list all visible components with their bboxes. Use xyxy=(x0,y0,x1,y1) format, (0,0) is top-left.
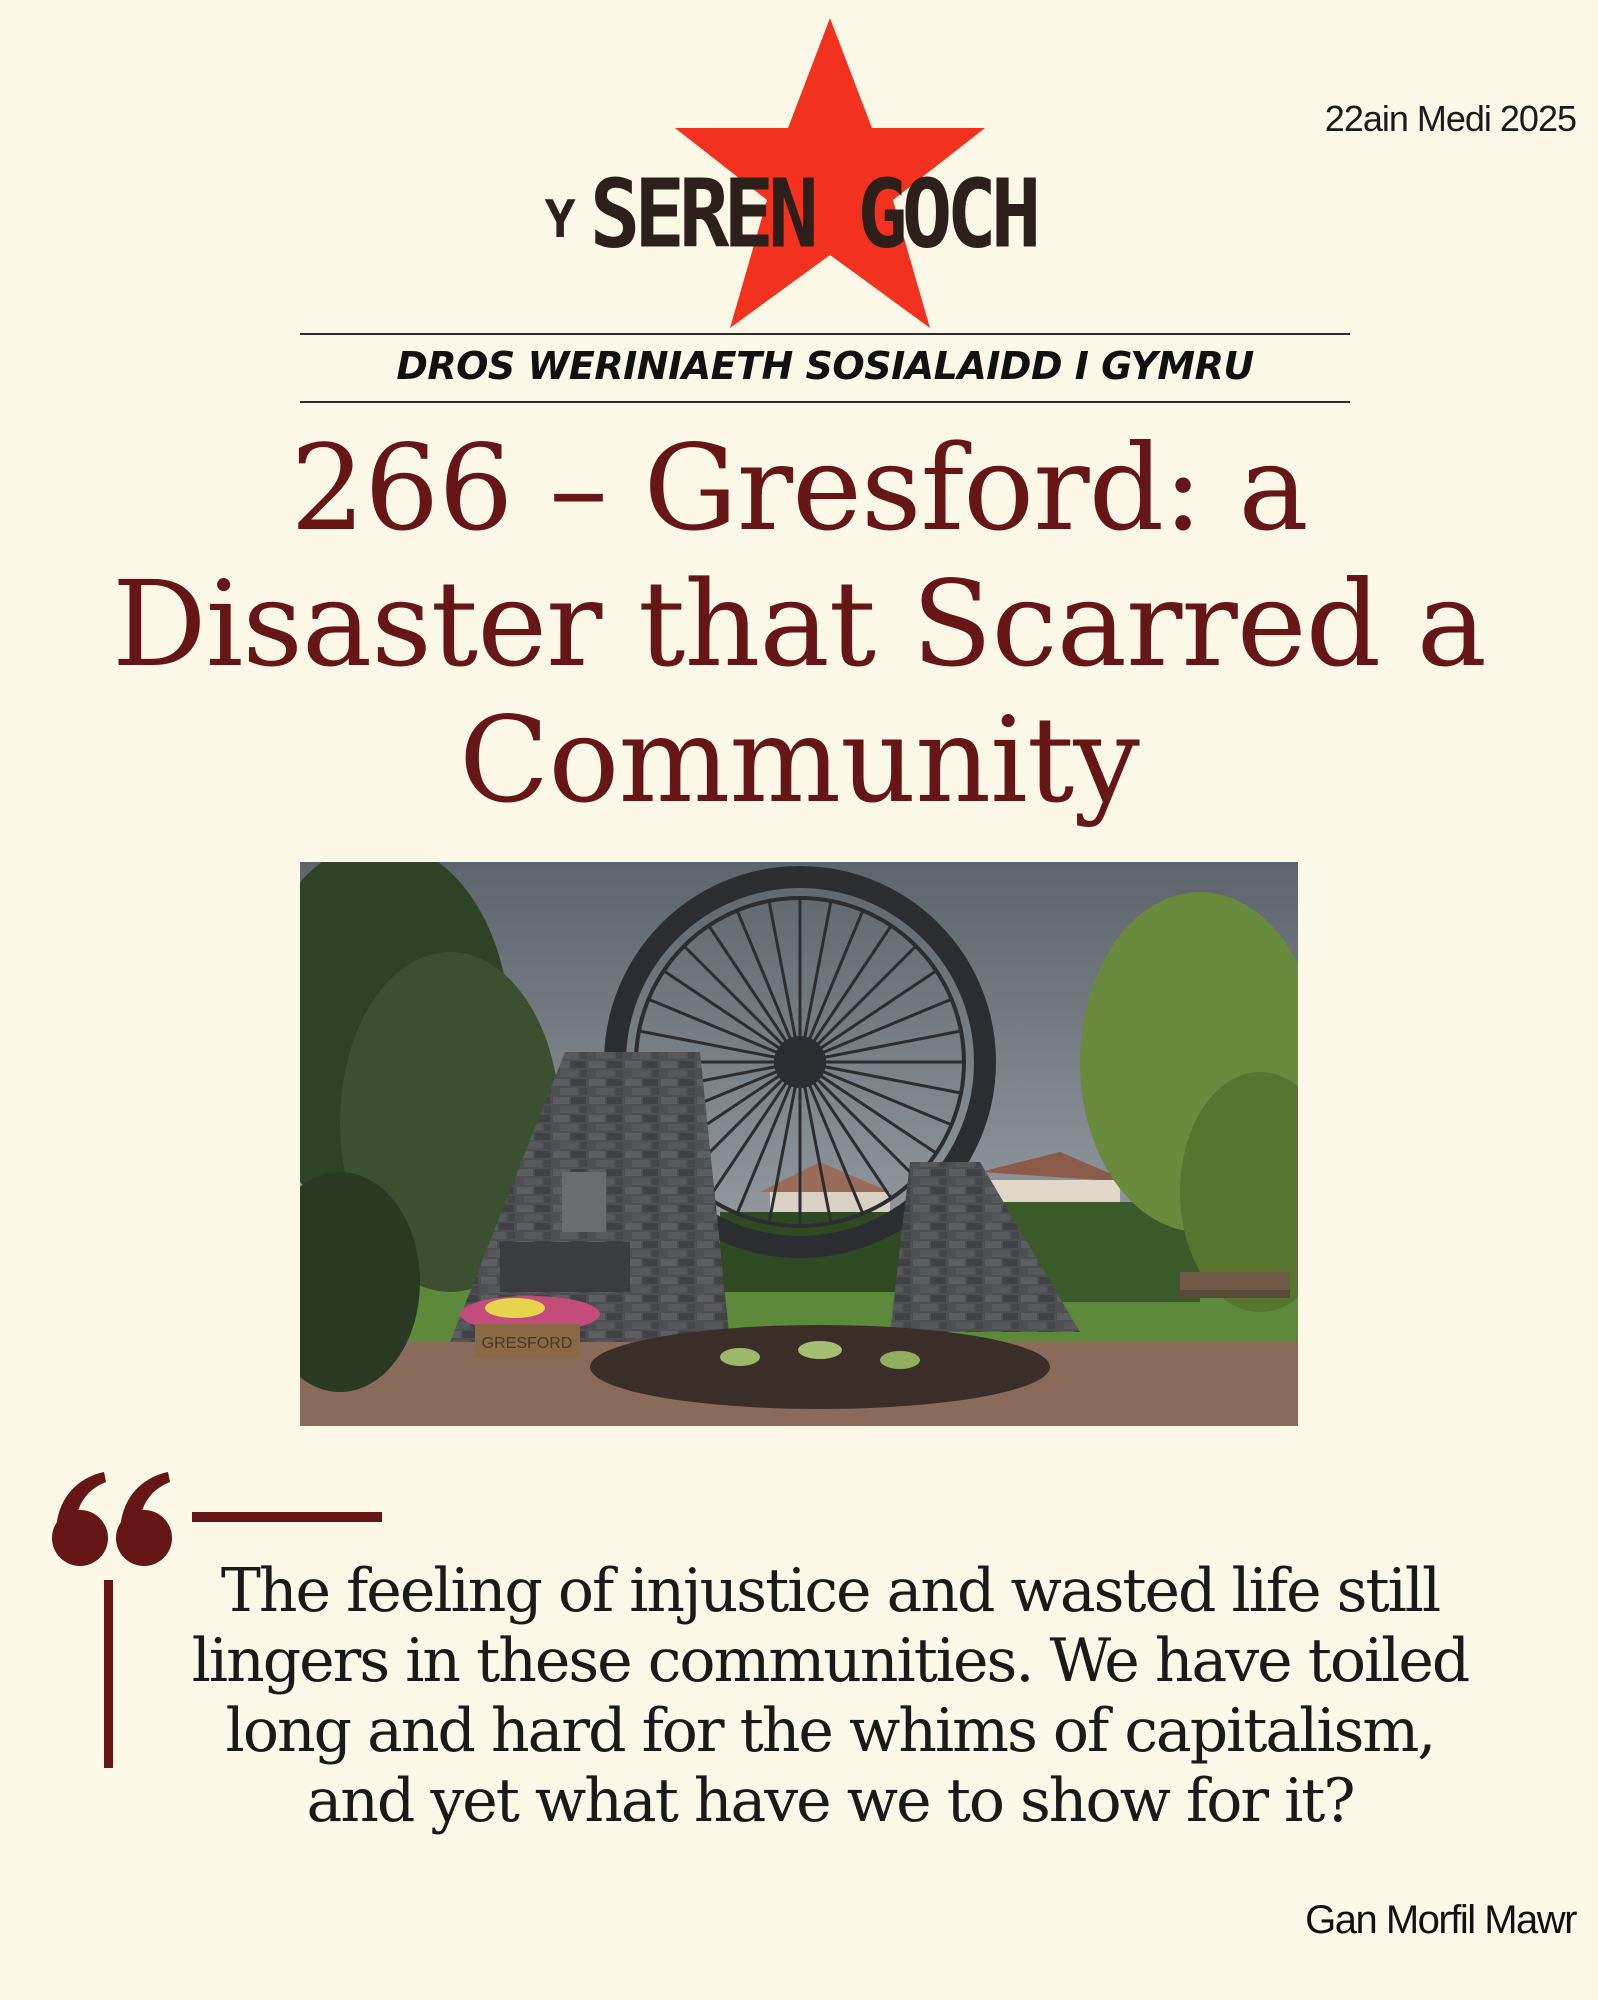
masthead-name: SEREN GOCH xyxy=(589,159,1036,269)
masthead-prefix: Y xyxy=(544,190,576,250)
pull-quote xyxy=(120,1556,1540,1836)
memorial-photo xyxy=(300,862,1298,1426)
article-title xyxy=(30,420,1568,828)
quote-side-bar xyxy=(104,1580,113,1768)
quote-line: The feeling of injustice and wasted life still xyxy=(220,1556,1440,1626)
byline: Gan Morfil Mawr xyxy=(1305,1898,1576,1942)
quote-line: long and hard for the whims of capitalism, xyxy=(225,1696,1435,1766)
quote-dash xyxy=(192,1512,382,1522)
top-divider xyxy=(300,333,1350,335)
tagline: DROS WERINIAETH SOSIALAIDD I GYMRU xyxy=(396,344,1254,388)
plaque-text: GRESFORD xyxy=(481,1335,573,1352)
title-line: Community xyxy=(459,691,1139,829)
bottom-divider xyxy=(300,401,1350,403)
masthead-logo xyxy=(520,10,1060,330)
quote-line: and yet what have we to show for it? xyxy=(306,1766,1354,1836)
title-line: Disaster that Scarred a xyxy=(112,555,1486,693)
publication-date: 22ain Medi 2025 xyxy=(1324,98,1576,139)
title-line: 266 – Gresford: a xyxy=(290,419,1308,557)
quote-line: lingers in these communities. We have toiled xyxy=(191,1626,1469,1696)
